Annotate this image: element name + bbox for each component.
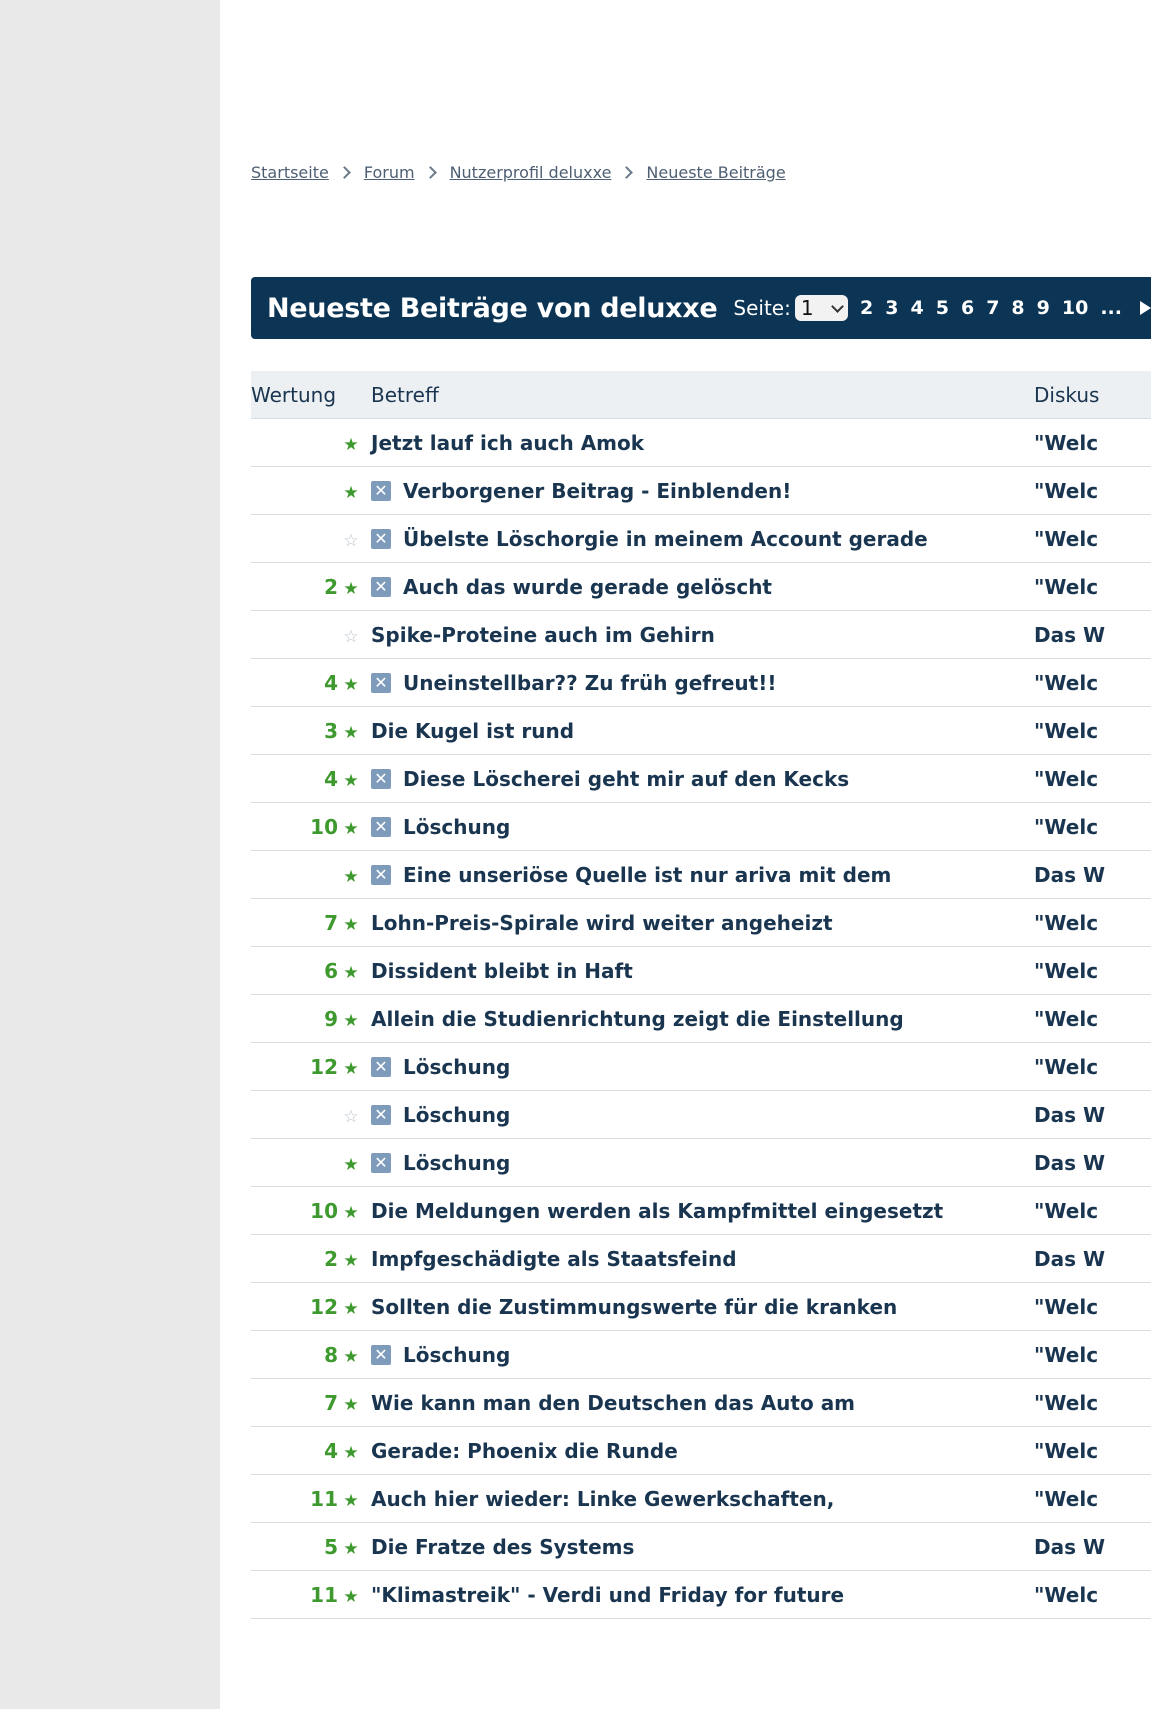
rating-count: 6	[324, 958, 338, 983]
post-subject-link[interactable]: Die Kugel ist rund	[371, 718, 575, 743]
star-icon: ★	[343, 866, 359, 887]
rating-count: 3	[324, 718, 338, 743]
rating-cell	[251, 1475, 365, 1523]
post-subject-link[interactable]: Eine unseriöse Quelle ist nur ariva mit dem	[403, 862, 892, 887]
discussion-link[interactable]: Das W	[1028, 1139, 1151, 1187]
rating-cell	[251, 1283, 365, 1331]
discussion-link[interactable]: "Welc	[1028, 995, 1151, 1043]
star-icon: ★	[343, 1202, 359, 1223]
rating-cell	[251, 947, 365, 995]
table-row[interactable]	[251, 467, 1151, 515]
subject-cell	[365, 1139, 1028, 1187]
rating-cell	[251, 1523, 365, 1571]
page-select-value: 1	[800, 296, 814, 320]
star-icon: ★	[343, 434, 359, 455]
table-row[interactable]	[251, 1139, 1151, 1187]
post-subject-link[interactable]: Die Fratze des Systems	[371, 1534, 635, 1559]
discussion-link[interactable]: "Welc	[1028, 467, 1151, 515]
post-subject-link[interactable]: Löschung	[403, 814, 511, 839]
star-icon: ★	[343, 1394, 359, 1415]
column-header-rating[interactable]: Wertung	[251, 371, 365, 419]
discussion-link[interactable]: Das W	[1028, 1235, 1151, 1283]
star-icon: ★	[343, 674, 359, 695]
rating-cell	[251, 899, 365, 947]
rating-cell	[251, 659, 365, 707]
post-subject-link[interactable]: Allein die Studienrichtung zeigt die Einstellung	[371, 1006, 904, 1031]
subject-cell	[365, 1523, 1028, 1571]
breadcrumb-user-profile[interactable]: Nutzerprofil deluxxe	[449, 163, 612, 182]
star-icon: ★	[343, 1490, 359, 1511]
post-subject-link[interactable]: Diese Löscherei geht mir auf den Kecks	[403, 766, 850, 791]
page-label: Seite:	[733, 296, 791, 320]
post-subject-link[interactable]: Löschung	[403, 1150, 511, 1175]
page-link[interactable]: 3	[885, 297, 899, 319]
subject-cell	[365, 1571, 1028, 1619]
post-subject-link[interactable]: Spike-Proteine auch im Gehirn	[371, 622, 715, 647]
chevron-right-icon	[621, 166, 634, 179]
rating-cell	[251, 1331, 365, 1379]
rating-count: 2	[324, 574, 338, 599]
table-row[interactable]	[251, 755, 1151, 803]
subject-cell	[365, 515, 1028, 563]
table-row[interactable]	[251, 707, 1151, 755]
post-subject-link[interactable]: Löschung	[403, 1342, 511, 1367]
discussion-link[interactable]: "Welc	[1028, 419, 1151, 467]
hidden-post-icon: ✕	[371, 1105, 391, 1125]
discussion-link[interactable]: "Welc	[1028, 1427, 1151, 1475]
hidden-post-icon: ✕	[371, 1345, 391, 1365]
rating-cell	[251, 851, 365, 899]
subject-cell	[365, 1427, 1028, 1475]
post-subject-link[interactable]: Impfgeschädigte als Staatsfeind	[371, 1246, 737, 1271]
subject-cell	[365, 1235, 1028, 1283]
discussion-link[interactable]: "Welc	[1028, 947, 1151, 995]
subject-cell	[365, 1091, 1028, 1139]
discussion-link[interactable]: "Welc	[1028, 1331, 1151, 1379]
posts-table	[251, 371, 1151, 1619]
subject-cell	[365, 1331, 1028, 1379]
page-link[interactable]: ...	[1100, 297, 1122, 319]
subject-cell	[365, 899, 1028, 947]
subject-cell	[365, 1043, 1028, 1091]
pagination	[854, 297, 1128, 319]
post-subject-link[interactable]: Löschung	[403, 1054, 511, 1079]
rating-cell	[251, 1043, 365, 1091]
page-title: Neueste Beiträge von deluxxe	[267, 292, 718, 324]
rating-cell	[251, 515, 365, 563]
post-subject-link[interactable]: Dissident bleibt in Haft	[371, 958, 633, 983]
page-link[interactable]: 8	[1011, 297, 1025, 319]
table-row[interactable]	[251, 611, 1151, 659]
rating-cell	[251, 1235, 365, 1283]
discussion-link[interactable]: "Welc	[1028, 803, 1151, 851]
table-row[interactable]	[251, 1475, 1151, 1523]
rating-cell	[251, 1571, 365, 1619]
star-icon: ★	[343, 1586, 359, 1607]
subject-cell	[365, 707, 1028, 755]
breadcrumb-forum[interactable]: Forum	[363, 163, 415, 182]
star-empty-icon: ☆	[343, 626, 359, 647]
star-icon: ★	[343, 962, 359, 983]
posts-table-body	[251, 419, 1151, 1619]
discussion-link[interactable]: "Welc	[1028, 707, 1151, 755]
hidden-post-icon: ✕	[371, 865, 391, 885]
table-row[interactable]	[251, 1235, 1151, 1283]
post-subject-link[interactable]: Verborgener Beitrag - Einblenden!	[403, 478, 792, 503]
table-row[interactable]	[251, 419, 1151, 467]
hidden-post-icon: ✕	[371, 1057, 391, 1077]
hidden-post-icon: ✕	[371, 529, 391, 549]
post-subject-link[interactable]: Auch hier wieder: Linke Gewerkschaften,	[371, 1486, 835, 1511]
table-row[interactable]	[251, 1091, 1151, 1139]
post-subject-link[interactable]: Auch das wurde gerade gelöscht	[403, 574, 772, 599]
star-icon: ★	[343, 1298, 359, 1319]
discussion-link[interactable]: "Welc	[1028, 1571, 1151, 1619]
star-icon: ★	[343, 1538, 359, 1559]
rating-cell	[251, 803, 365, 851]
rating-count: 5	[324, 1534, 338, 1559]
page-link[interactable]: 6	[960, 297, 975, 319]
subject-cell	[365, 563, 1028, 611]
table-row[interactable]	[251, 995, 1151, 1043]
post-subject-link[interactable]: Sollten die Zustimmungswerte für die kranken	[371, 1294, 898, 1319]
table-row[interactable]	[251, 659, 1151, 707]
star-icon: ★	[343, 1346, 359, 1367]
breadcrumb-home[interactable]: Startseite	[251, 163, 329, 182]
rating-cell	[251, 1427, 365, 1475]
star-icon: ★	[343, 578, 359, 599]
subject-cell	[365, 611, 1028, 659]
rating-cell	[251, 467, 365, 515]
discussion-link[interactable]: "Welc	[1028, 1283, 1151, 1331]
column-header-discussion[interactable]: Diskus	[1028, 371, 1151, 419]
table-row[interactable]	[251, 1427, 1151, 1475]
main-content	[251, 0, 1122, 1709]
rating-count: 11	[310, 1486, 338, 1511]
rating-count: 2	[324, 1246, 338, 1271]
subject-cell	[365, 419, 1028, 467]
subject-cell	[365, 947, 1028, 995]
star-icon: ★	[343, 722, 359, 743]
post-subject-link[interactable]: "Klimastreik" - Verdi und Friday for future	[371, 1582, 845, 1607]
star-icon: ★	[343, 770, 359, 791]
discussion-link[interactable]: "Welc	[1028, 659, 1151, 707]
page-link[interactable]: 9	[1036, 297, 1050, 319]
breadcrumb	[251, 163, 786, 182]
subject-cell	[365, 467, 1028, 515]
page-link[interactable]: 10	[1061, 297, 1089, 319]
rating-cell	[251, 563, 365, 611]
rating-count: 4	[324, 1438, 338, 1463]
post-subject-link[interactable]: Übelste Löschorgie in meinem Account gerade	[403, 526, 928, 551]
table-row[interactable]	[251, 563, 1151, 611]
discussion-link[interactable]: Das W	[1028, 611, 1151, 659]
breadcrumb-latest-posts[interactable]: Neueste Beiträge	[646, 163, 786, 182]
rating-count: 7	[324, 910, 338, 935]
discussion-link[interactable]: "Welc	[1028, 1475, 1151, 1523]
table-row[interactable]	[251, 1043, 1151, 1091]
subject-cell	[365, 659, 1028, 707]
rating-cell	[251, 1379, 365, 1427]
hidden-post-icon: ✕	[371, 481, 391, 501]
star-icon: ★	[343, 1250, 359, 1271]
rating-cell	[251, 1091, 365, 1139]
post-subject-link[interactable]: Lohn-Preis-Spirale wird weiter angeheizt	[371, 910, 833, 935]
star-empty-icon: ☆	[343, 1106, 359, 1127]
subject-cell	[365, 1187, 1028, 1235]
discussion-link[interactable]: "Welc	[1028, 755, 1151, 803]
star-icon: ★	[343, 1154, 359, 1175]
table-row[interactable]	[251, 1379, 1151, 1427]
post-subject-link[interactable]: Uneinstellbar?? Zu früh gefreut!!	[403, 670, 777, 695]
rating-count: 12	[310, 1294, 338, 1319]
table-row[interactable]	[251, 803, 1151, 851]
page-link[interactable]: 4	[910, 297, 924, 319]
hidden-post-icon: ✕	[371, 673, 391, 693]
table-row[interactable]	[251, 947, 1151, 995]
rating-count: 9	[324, 1006, 338, 1031]
table-header-row	[251, 371, 1151, 419]
rating-count: 4	[324, 766, 338, 791]
next-page-arrow-icon[interactable]	[1140, 301, 1151, 315]
discussion-link[interactable]: "Welc	[1028, 1043, 1151, 1091]
hidden-post-icon: ✕	[371, 769, 391, 789]
discussion-link[interactable]: "Welc	[1028, 1187, 1151, 1235]
table-row[interactable]	[251, 1571, 1151, 1619]
star-icon: ★	[343, 482, 359, 503]
star-icon: ★	[343, 818, 359, 839]
rating-count: 4	[324, 670, 338, 695]
star-icon: ★	[343, 1442, 359, 1463]
subject-cell	[365, 803, 1028, 851]
subject-cell	[365, 851, 1028, 899]
star-empty-icon: ☆	[343, 530, 359, 551]
discussion-link[interactable]: Das W	[1028, 1523, 1151, 1571]
rating-count: 12	[310, 1054, 338, 1079]
subject-cell	[365, 1475, 1028, 1523]
hidden-post-icon: ✕	[371, 817, 391, 837]
subject-cell	[365, 995, 1028, 1043]
column-header-subject[interactable]: Betreff	[365, 371, 1028, 419]
post-subject-link[interactable]: Jetzt lauf ich auch Amok	[371, 430, 645, 455]
rating-cell	[251, 707, 365, 755]
chevron-down-icon	[831, 300, 844, 313]
subject-cell	[365, 1283, 1028, 1331]
star-icon: ★	[343, 1058, 359, 1079]
post-subject-link[interactable]: Gerade: Phoenix die Runde	[371, 1438, 678, 1463]
discussion-link[interactable]: Das W	[1028, 1091, 1151, 1139]
chevron-right-icon	[338, 166, 351, 179]
rating-cell	[251, 1139, 365, 1187]
page-link[interactable]: 5	[935, 297, 949, 319]
post-subject-link[interactable]: Löschung	[403, 1102, 511, 1127]
page-link[interactable]: 2	[860, 297, 874, 319]
discussion-link[interactable]: Das W	[1028, 851, 1151, 899]
subject-cell	[365, 755, 1028, 803]
discussion-link[interactable]: "Welc	[1028, 563, 1151, 611]
discussion-link[interactable]: "Welc	[1028, 899, 1151, 947]
table-row[interactable]	[251, 1283, 1151, 1331]
table-row[interactable]	[251, 515, 1151, 563]
subject-cell	[365, 1379, 1028, 1427]
post-subject-link[interactable]: Die Meldungen werden als Kampfmittel eingesetzt	[371, 1198, 944, 1223]
rating-cell	[251, 755, 365, 803]
table-row[interactable]	[251, 1331, 1151, 1379]
rating-count: 11	[310, 1582, 338, 1607]
rating-cell	[251, 995, 365, 1043]
page-select[interactable]	[795, 295, 848, 321]
table-row[interactable]	[251, 1187, 1151, 1235]
table-row[interactable]	[251, 899, 1151, 947]
table-row[interactable]	[251, 851, 1151, 899]
rating-cell	[251, 611, 365, 659]
star-icon: ★	[343, 1010, 359, 1031]
chevron-right-icon	[424, 166, 437, 179]
discussion-link[interactable]: "Welc	[1028, 515, 1151, 563]
posts-header-bar	[251, 277, 1151, 339]
hidden-post-icon: ✕	[371, 577, 391, 597]
rating-count: 7	[324, 1390, 338, 1415]
hidden-post-icon: ✕	[371, 1153, 391, 1173]
page-link[interactable]: 7	[986, 297, 1000, 319]
rating-count: 10	[310, 814, 338, 839]
discussion-link[interactable]: "Welc	[1028, 1379, 1151, 1427]
rating-count: 8	[324, 1342, 338, 1367]
post-subject-link[interactable]: Wie kann man den Deutschen das Auto am	[371, 1390, 856, 1415]
rating-cell	[251, 1187, 365, 1235]
left-sidebar	[0, 0, 220, 1709]
rating-count: 10	[310, 1198, 338, 1223]
rating-cell	[251, 419, 365, 467]
table-row[interactable]	[251, 1523, 1151, 1571]
star-icon: ★	[343, 914, 359, 935]
